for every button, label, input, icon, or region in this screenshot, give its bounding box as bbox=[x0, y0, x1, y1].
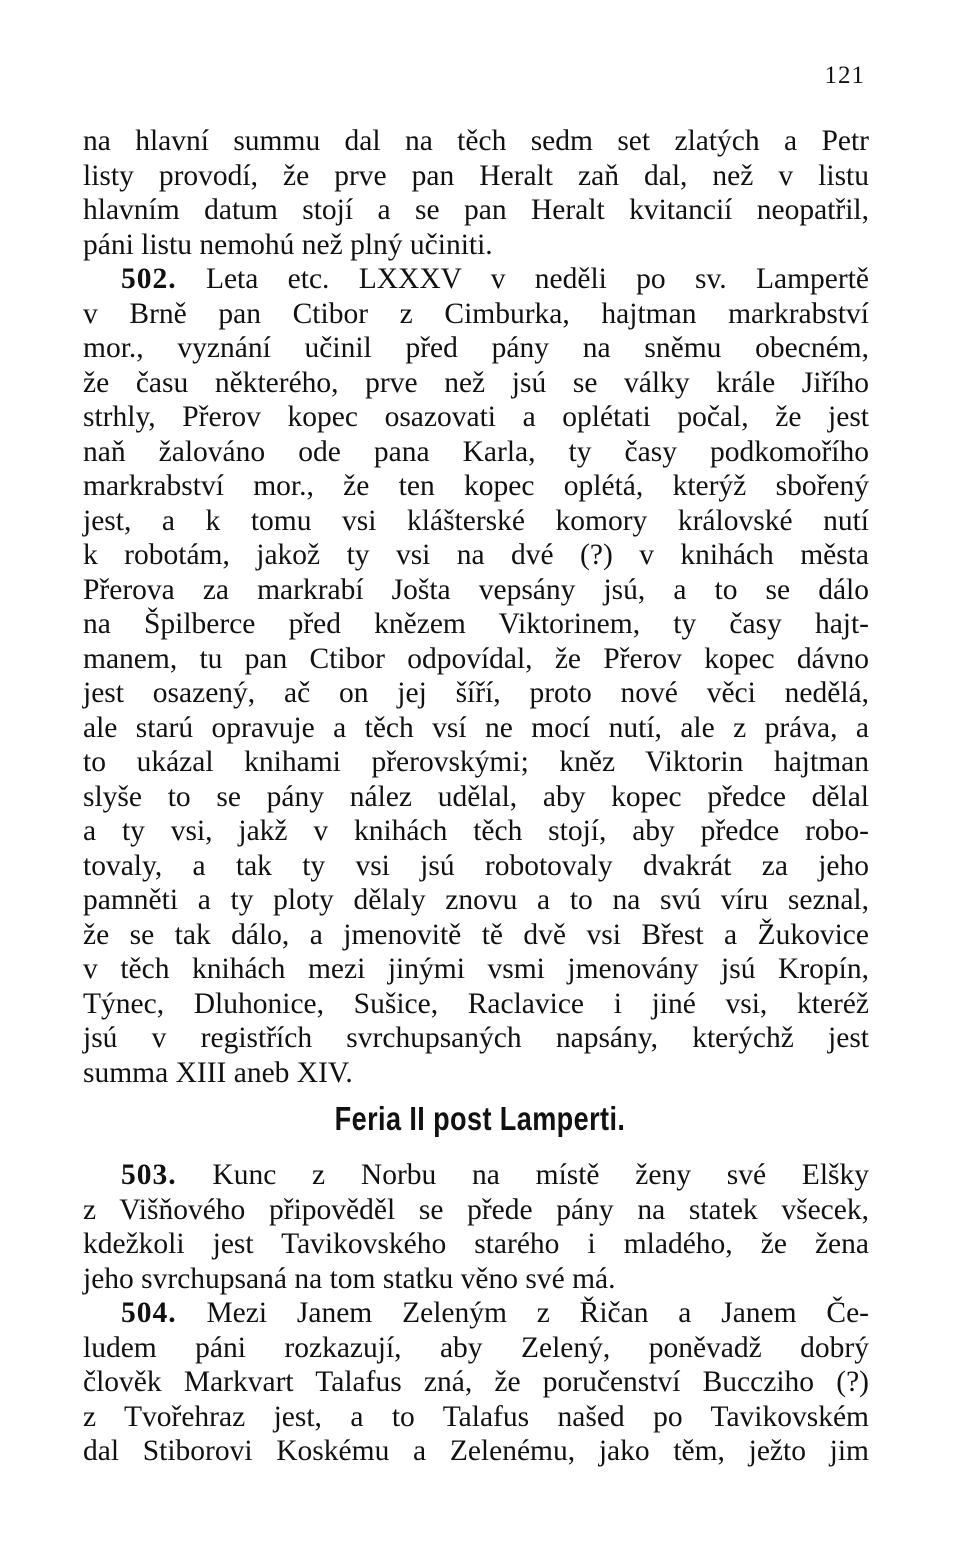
text-line: a ty vsi, jakž v knihách těch stojí, aby předce robo- bbox=[83, 815, 869, 847]
text-line: jsú v registřích svrchupsaných napsány, kterýchž jest bbox=[83, 1022, 869, 1054]
text-line: že se tak dálo, a jmenovitě tě dvě vsi Břest a Žukovice bbox=[83, 918, 869, 951]
text-line: páni listu nemohú než plný učiniti. bbox=[83, 228, 493, 261]
main-text-block bbox=[83, 124, 869, 1090]
text-line: to ukázal knihami přerovskými; kněz Viktorin hajtman bbox=[83, 746, 869, 778]
entry-502-first-text: Leta etc. LXXXV v neděli po sv. Lampertě bbox=[205, 263, 869, 295]
text-line: jeho svrchupsaná na tom statku věno své má. bbox=[83, 1262, 616, 1295]
text-line: na hlavní summu dal na těch sedm set zlatých a Petr bbox=[83, 125, 869, 157]
text-line: Týnec, Dluhonice, Sušice, Raclavice i jiné vsi, kteréž bbox=[83, 987, 869, 1020]
text-line: manem, tu pan Ctibor odpovídal, že Přerov kopec dávno bbox=[83, 642, 869, 675]
text-line: hlavním datum stojí a se pan Heralt kvitancií neopatřil, bbox=[83, 194, 869, 226]
page-number: 121 bbox=[824, 62, 865, 89]
text-line: ale starú opravuje a těch vsí ne mocí nutí, ale z práva, a bbox=[83, 711, 869, 744]
text-line: v Brně pan Ctibor z Cimburka, hajtman markrabství bbox=[83, 297, 869, 330]
text-line: jest osazený, ač on jej šíří, proto nové věci nedělá, bbox=[83, 677, 869, 709]
entry-504-first-line bbox=[83, 1296, 869, 1331]
entry-504-first-text: Mezi Janem Zeleným z Řičan a Janem Če- bbox=[206, 1297, 870, 1329]
text-line: Přerova za markrabí Jošta vepsány jsú, a to se dálo bbox=[83, 573, 869, 606]
section-heading: Feria II post Lamperti. bbox=[334, 1100, 626, 1137]
entry-502-number: 502. bbox=[121, 263, 177, 295]
text-line: že času některého, prve než jsú se války krále Jiřího bbox=[83, 366, 869, 399]
text-line: z Višňového připověděl se přede pány na statek všecek, bbox=[83, 1193, 869, 1226]
entry-503-first-line bbox=[83, 1158, 869, 1193]
second-text-block bbox=[83, 1158, 869, 1469]
entry-503-number: 503. bbox=[121, 1159, 177, 1191]
text-line: člověk Markvart Talafus zná, že poručenství Buccziho (?) bbox=[83, 1366, 869, 1398]
text-line: naň žalováno ode pana Karla, ty časy podkomořího bbox=[83, 435, 869, 468]
entry-502-first-line bbox=[83, 262, 869, 297]
text-line: kdežkoli jest Tavikovského starého i mladého, že žena bbox=[83, 1228, 869, 1260]
text-line: ludem páni rozkazují, aby Zelený, poněvadž dobrý bbox=[83, 1331, 869, 1364]
text-line: v těch knihách mezi jinými vsmi jmenovány jsú Kropín, bbox=[83, 953, 869, 985]
text-line: k robotám, jakož ty vsi na dvé (?) v knihách města bbox=[83, 539, 869, 571]
text-line: jest, a k tomu vsi klášterské komory královské nutí bbox=[83, 504, 869, 537]
text-line: z Tvořehraz jest, a to Talafus našed po Tavikovském bbox=[83, 1400, 869, 1433]
text-line: summa XIII aneb XIV. bbox=[83, 1056, 353, 1089]
text-line: pamněti a ty ploty dělaly znovu a to na svú víru seznal, bbox=[83, 884, 869, 916]
text-line: na Špilberce před knězem Viktorinem, ty časy hajt- bbox=[83, 608, 869, 640]
entry-504-number: 504. bbox=[121, 1297, 177, 1329]
text-line: tovaly, a tak ty vsi jsú robotovaly dvakrát za jeho bbox=[83, 849, 869, 882]
text-line: listy provodí, že prve pan Heralt zaň dal, než v listu bbox=[83, 159, 869, 192]
text-line: strhly, Přerov kopec osazovati a oplétati počal, že jest bbox=[83, 401, 869, 433]
text-line: markrabství mor., že ten kopec oplétá, kterýž sbořený bbox=[83, 470, 869, 502]
entry-503-first-text: Kunc z Norbu na místě ženy své Elšky bbox=[212, 1159, 869, 1191]
text-line: dal Stiborovi Koskému a Zelenému, jako těm, ježto jim bbox=[83, 1435, 869, 1467]
text-line: slyše to se pány nález udělal, aby kopec předce dělal bbox=[83, 780, 869, 813]
text-line: mor., vyznání učinil před pány na sněmu obecném, bbox=[83, 332, 869, 364]
